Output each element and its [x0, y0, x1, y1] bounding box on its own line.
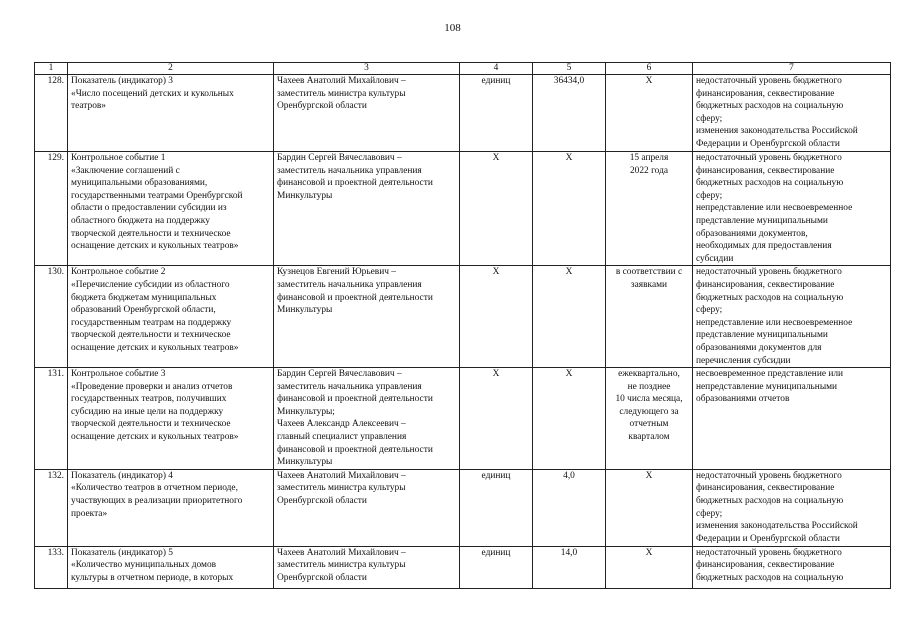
row-number-cell: 133. — [35, 546, 68, 588]
responsible-person-cell-line: Чахеев Анатолий Михайлович – — [277, 76, 406, 86]
risks-cell-line: Федерации и Оренбургской области — [696, 533, 840, 544]
activity-name-cell-line: Показатель (индикатор) 5 — [71, 547, 173, 558]
deadline-cell — [606, 152, 693, 266]
risks-cell-line: изменения законодательства Российской — [696, 126, 858, 137]
plan-table — [34, 62, 891, 589]
table-row — [35, 469, 891, 546]
activity-name-cell-line: областного бюджета на поддержку — [71, 215, 210, 226]
responsible-person-cell-line: Кузнецов Евгений Юрьевич – — [277, 267, 396, 278]
value-cell: 4,0 — [533, 469, 606, 546]
responsible-person-cell-line: Оренбургской области — [277, 101, 367, 112]
unit-cell: X — [460, 266, 533, 368]
responsible-person-cell-line: Оренбургской области — [277, 496, 367, 507]
activity-name-cell-line: Показатель (индикатор) 4 — [71, 470, 173, 481]
row-number-cell: 128. — [35, 75, 68, 152]
risks-cell-line: сферу; — [696, 508, 723, 519]
table-row — [35, 546, 891, 588]
activity-name-cell-line: культуры в отчетном периоде, в которых — [71, 573, 234, 584]
activity-name-cell — [68, 75, 274, 152]
row-number-cell: 132. — [35, 469, 68, 546]
activity-name-cell — [68, 266, 274, 368]
risks-cell-line: субсидии — [696, 253, 734, 264]
activity-name-cell-line: государственными театрами Оренбургской — [71, 190, 243, 201]
value-cell: X — [533, 152, 606, 266]
deadline-cell-line: кварталом — [628, 432, 670, 443]
responsible-person-cell — [274, 368, 460, 470]
deadline-cell-line: не позднее — [627, 381, 671, 392]
deadline-cell-line: 2022 года — [629, 165, 669, 176]
responsible-person-cell-line: Чахеев Александр Алексеевич – — [277, 419, 406, 430]
deadline-cell — [606, 546, 693, 588]
column-number-header: 5 — [533, 63, 606, 75]
risks-cell-line: сферу; — [696, 113, 723, 124]
responsible-person-cell — [274, 546, 460, 588]
responsible-person-cell-line: Чахеев Анатолий Михайлович – — [277, 547, 406, 558]
deadline-cell-line: X — [645, 470, 653, 481]
activity-name-cell-line: театров» — [71, 101, 106, 112]
row-number-cell: 129. — [35, 152, 68, 266]
activity-name-cell-line: муниципальными образованиями, — [71, 178, 208, 189]
risks-cell-line: бюджетных расходов на социальную — [696, 292, 844, 303]
activity-name-cell-line: государственным театрам на поддержку — [71, 317, 232, 328]
activity-name-cell-line: Контрольное событие 1 — [71, 153, 166, 163]
deadline-cell-line: X — [645, 76, 653, 86]
risks-cell — [693, 75, 891, 152]
activity-name-cell-line: «Перечисление субсидии из областного — [71, 279, 230, 290]
risks-cell-line: образованиями отчетов — [696, 394, 790, 405]
risks-cell — [693, 152, 891, 266]
column-number-header: 6 — [606, 63, 693, 75]
activity-name-cell — [68, 469, 274, 546]
deadline-cell-line: ежеквартально, — [618, 369, 680, 380]
risks-cell-line: недостаточный уровень бюджетного — [696, 76, 842, 86]
risks-cell-line: несвоевременное представление или — [696, 369, 844, 380]
risks-cell-line: недостаточный уровень бюджетного — [696, 547, 842, 558]
risks-cell — [693, 546, 891, 588]
value-cell: X — [533, 368, 606, 470]
risks-cell-line: непредставление или несвоевременное — [696, 317, 853, 328]
responsible-person-cell — [274, 266, 460, 368]
risks-cell-line: недостаточный уровень бюджетного — [696, 470, 842, 481]
activity-name-cell-line: субсидию на иные цели на поддержку — [71, 406, 224, 417]
value-cell: 36434,0 — [533, 75, 606, 152]
responsible-person-cell-line: Минкультуры — [277, 457, 333, 468]
risks-cell-line: сферу; — [696, 305, 723, 316]
risks-cell-line: образованиями документов, — [696, 228, 808, 239]
unit-cell: единиц — [460, 546, 533, 588]
deadline-cell-line: 10 числа месяца, — [615, 394, 683, 405]
responsible-person-cell-line: заместитель министра культуры — [277, 88, 406, 99]
activity-name-cell-line: «Количество муниципальных домов — [71, 560, 217, 571]
risks-cell-line: бюджетных расходов на социальную — [696, 178, 844, 189]
responsible-person-cell-line: Оренбургской области — [277, 573, 367, 584]
responsible-person-cell-line: Минкультуры; — [277, 406, 335, 417]
activity-name-cell-line: проекта» — [71, 508, 108, 519]
responsible-person-cell-line: финансовой и проектной деятельности — [277, 292, 433, 303]
responsible-person-cell-line: главный специалист управления — [277, 432, 407, 443]
activity-name-cell-line: Контрольное событие 2 — [71, 267, 166, 278]
risks-cell-line: финансирования, секвестирование — [696, 88, 835, 99]
activity-name-cell-line: творческой деятельности и техническое — [71, 228, 231, 239]
deadline-cell-line: заявками — [630, 279, 668, 290]
risks-cell — [693, 368, 891, 470]
risks-cell-line: Федерации и Оренбургской области — [696, 138, 840, 149]
activity-name-cell — [68, 546, 274, 588]
risks-cell-line: сферу; — [696, 190, 723, 201]
row-number-cell: 130. — [35, 266, 68, 368]
responsible-person-cell-line: Бардин Сергей Вячеславович – — [277, 153, 402, 163]
deadline-cell — [606, 266, 693, 368]
responsible-person-cell-line: финансовой и проектной деятельности — [277, 178, 433, 189]
risks-cell-line: перечисления субсидии — [696, 355, 791, 366]
column-number-header: 7 — [693, 63, 891, 75]
risks-cell-line: представление муниципальными — [696, 330, 828, 341]
risks-cell-line: непредставление муниципальными — [696, 381, 838, 392]
responsible-person-cell — [274, 152, 460, 266]
activity-name-cell-line: оснащение детских и кукольных театров» — [71, 241, 239, 252]
table-row — [35, 75, 891, 152]
column-number-header-row — [35, 63, 891, 75]
risks-cell-line: бюджетных расходов на социальную — [696, 101, 844, 112]
activity-name-cell — [68, 152, 274, 266]
deadline-cell — [606, 368, 693, 470]
activity-name-cell-line: образований Оренбургской области, — [71, 305, 216, 316]
risks-cell-line: бюджетных расходов на социальную — [696, 573, 844, 584]
activity-name-cell-line: «Заключение соглашений с — [71, 165, 180, 176]
deadline-cell-line: в соответствии с — [615, 267, 683, 278]
deadline-cell — [606, 469, 693, 546]
deadline-cell-line: следующего за — [619, 406, 679, 417]
risks-cell-line: необходимых для предоставления — [696, 241, 832, 252]
activity-name-cell-line: «Проведение проверки и анализ отчетов — [71, 381, 233, 392]
risks-cell-line: финансирования, секвестирование — [696, 483, 835, 494]
responsible-person-cell-line: Минкультуры — [277, 305, 333, 316]
value-cell: X — [533, 266, 606, 368]
unit-cell: единиц — [460, 75, 533, 152]
column-number-header: 2 — [68, 63, 274, 75]
activity-name-cell-line: области о предоставлении субсидии из — [71, 203, 227, 214]
activity-name-cell-line: «Число посещений детских и кукольных — [71, 88, 234, 99]
activity-name-cell-line: участвующих в реализации приоритетного — [71, 496, 243, 507]
responsible-person-cell-line: заместитель министра культуры — [277, 560, 406, 571]
responsible-person-cell-line: Минкультуры — [277, 190, 333, 201]
table-row — [35, 152, 891, 266]
risks-cell-line: представление муниципальными — [696, 215, 828, 226]
unit-cell: X — [460, 368, 533, 470]
activity-name-cell-line: «Количество театров в отчетном периоде, — [71, 483, 238, 494]
deadline-cell — [606, 75, 693, 152]
activity-name-cell-line: творческой деятельности и техническое — [71, 330, 231, 341]
unit-cell: X — [460, 152, 533, 266]
responsible-person-cell-line: заместитель начальника управления — [277, 381, 422, 392]
activity-name-cell-line: творческой деятельности и техническое — [71, 419, 231, 430]
deadline-cell-line: отчетным — [629, 419, 669, 430]
risks-cell-line: финансирования, секвестирование — [696, 165, 835, 176]
risks-cell-line: финансирования, секвестирование — [696, 560, 835, 571]
responsible-person-cell-line: финансовой и проектной деятельности — [277, 444, 433, 455]
activity-name-cell-line: Контрольное событие 3 — [71, 369, 166, 380]
activity-name-cell-line: Показатель (индикатор) 3 — [71, 76, 173, 86]
responsible-person-cell — [274, 75, 460, 152]
responsible-person-cell-line: финансовой и проектной деятельности — [277, 394, 433, 405]
deadline-cell-line: X — [645, 547, 653, 558]
row-number-cell: 131. — [35, 368, 68, 470]
risks-cell-line: недостаточный уровень бюджетного — [696, 267, 842, 278]
column-number-header: 3 — [274, 63, 460, 75]
responsible-person-cell-line: Чахеев Анатолий Михайлович – — [277, 470, 406, 481]
risks-cell-line: недостаточный уровень бюджетного — [696, 153, 842, 163]
activity-name-cell-line: государственных театров, получивших — [71, 394, 227, 405]
responsible-person-cell — [274, 469, 460, 546]
risks-cell-line: финансирования, секвестирование — [696, 279, 835, 290]
risks-cell-line: непредставление или несвоевременное — [696, 203, 853, 214]
risks-cell — [693, 469, 891, 546]
column-number-header: 1 — [35, 63, 68, 75]
column-number-header: 4 — [460, 63, 533, 75]
unit-cell: единиц — [460, 469, 533, 546]
activity-name-cell-line: бюджета бюджетам муниципальных — [71, 292, 217, 303]
activity-name-cell-line: оснащение детских и кукольных театров» — [71, 342, 239, 353]
responsible-person-cell-line: заместитель министра культуры — [277, 483, 406, 494]
page-number: 108 — [444, 22, 461, 34]
risks-cell-line: бюджетных расходов на социальную — [696, 496, 844, 507]
table-row — [35, 368, 891, 470]
activity-name-cell — [68, 368, 274, 470]
risks-cell-line: изменения законодательства Российской — [696, 521, 858, 532]
value-cell: 14,0 — [533, 546, 606, 588]
responsible-person-cell-line: заместитель начальника управления — [277, 165, 422, 176]
risks-cell — [693, 266, 891, 368]
table-row — [35, 266, 891, 368]
deadline-cell-line: 15 апреля — [629, 153, 669, 163]
responsible-person-cell-line: заместитель начальника управления — [277, 279, 422, 290]
risks-cell-line: образованиями документов для — [696, 342, 822, 353]
activity-name-cell-line: оснащение детских и кукольных театров» — [71, 432, 239, 443]
responsible-person-cell-line: Бардин Сергей Вячеславович – — [277, 369, 402, 380]
